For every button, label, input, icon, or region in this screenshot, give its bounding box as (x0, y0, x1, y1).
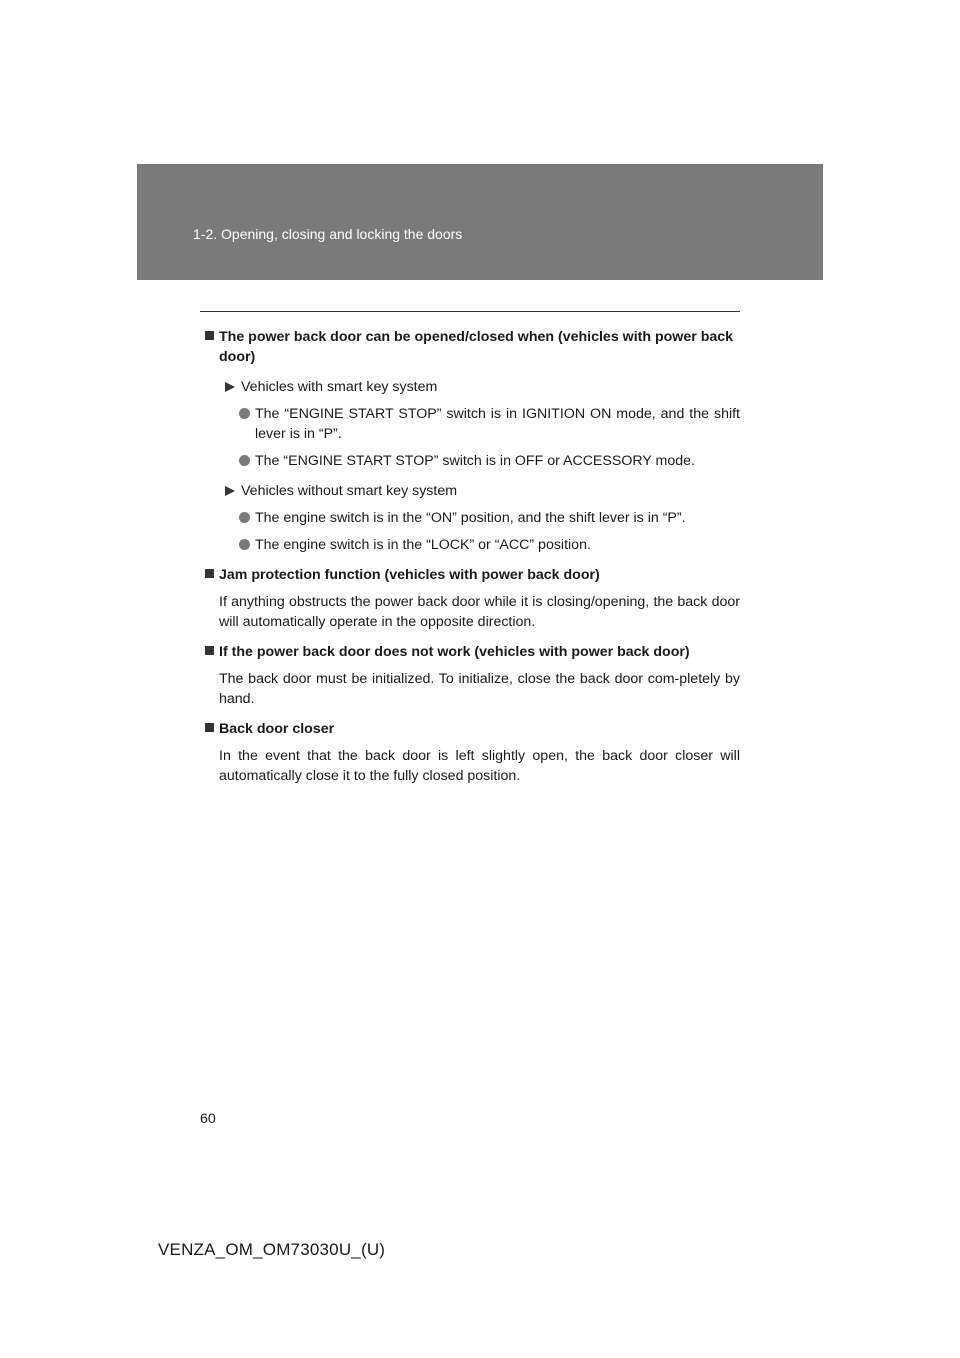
square-bullet-icon (205, 723, 214, 732)
header-band (137, 164, 823, 280)
page-number: 60 (200, 1111, 216, 1127)
subsection-smart-key (205, 377, 740, 471)
circle-bullet-icon (239, 512, 250, 523)
subsection-label: Vehicles without smart key system (241, 483, 458, 499)
square-bullet-icon (205, 569, 214, 578)
section-text: The back door must be initialized. To initialize, close the back door com-pletely by hand. (219, 671, 740, 707)
section-power-door (205, 327, 740, 555)
circle-bullet-icon (239, 408, 250, 419)
triangle-bullet-icon (225, 382, 235, 392)
section-text: In the event that the back door is left slightly open, the back door closer will automatically close it to the fully closed position. (219, 748, 740, 784)
section-jam-protection (205, 565, 740, 632)
section-not-work (205, 642, 740, 709)
subsection-label: Vehicles with smart key system (241, 379, 438, 395)
section-title: The power back door can be opened/closed when (vehicles with power back door) (205, 327, 740, 367)
content (205, 327, 740, 796)
section-closer (205, 719, 740, 786)
square-bullet-icon (205, 331, 214, 340)
square-bullet-icon (205, 646, 214, 655)
list-item: The “ENGINE START STOP” switch is in OFF or ACCESSORY mode. (219, 451, 740, 471)
list-item: The engine switch is in the “LOCK” or “ACC” position. (219, 535, 740, 555)
subsection-no-smart-key (205, 481, 740, 555)
section-title: Back door closer (205, 719, 740, 739)
divider (200, 311, 740, 312)
section-title: If the power back door does not work (vehicles with power back door) (205, 642, 740, 662)
circle-bullet-icon (239, 455, 250, 466)
list-item: The engine switch is in the “ON” position, and the shift lever is in “P”. (219, 508, 740, 528)
footer-code: VENZA_OM_OM73030U_(U) (158, 1240, 386, 1259)
list-item: The “ENGINE START STOP” switch is in IGNITION ON mode, and the shift lever is in “P”. (219, 404, 740, 444)
triangle-bullet-icon (225, 486, 235, 496)
section-text: If anything obstructs the power back door while it is closing/opening, the back door will automatically operate in the opposite direction. (219, 594, 740, 630)
section-title: Jam protection function (vehicles with power back door) (205, 565, 740, 585)
section-header: 1-2. Opening, closing and locking the doors (193, 226, 463, 242)
circle-bullet-icon (239, 539, 250, 550)
